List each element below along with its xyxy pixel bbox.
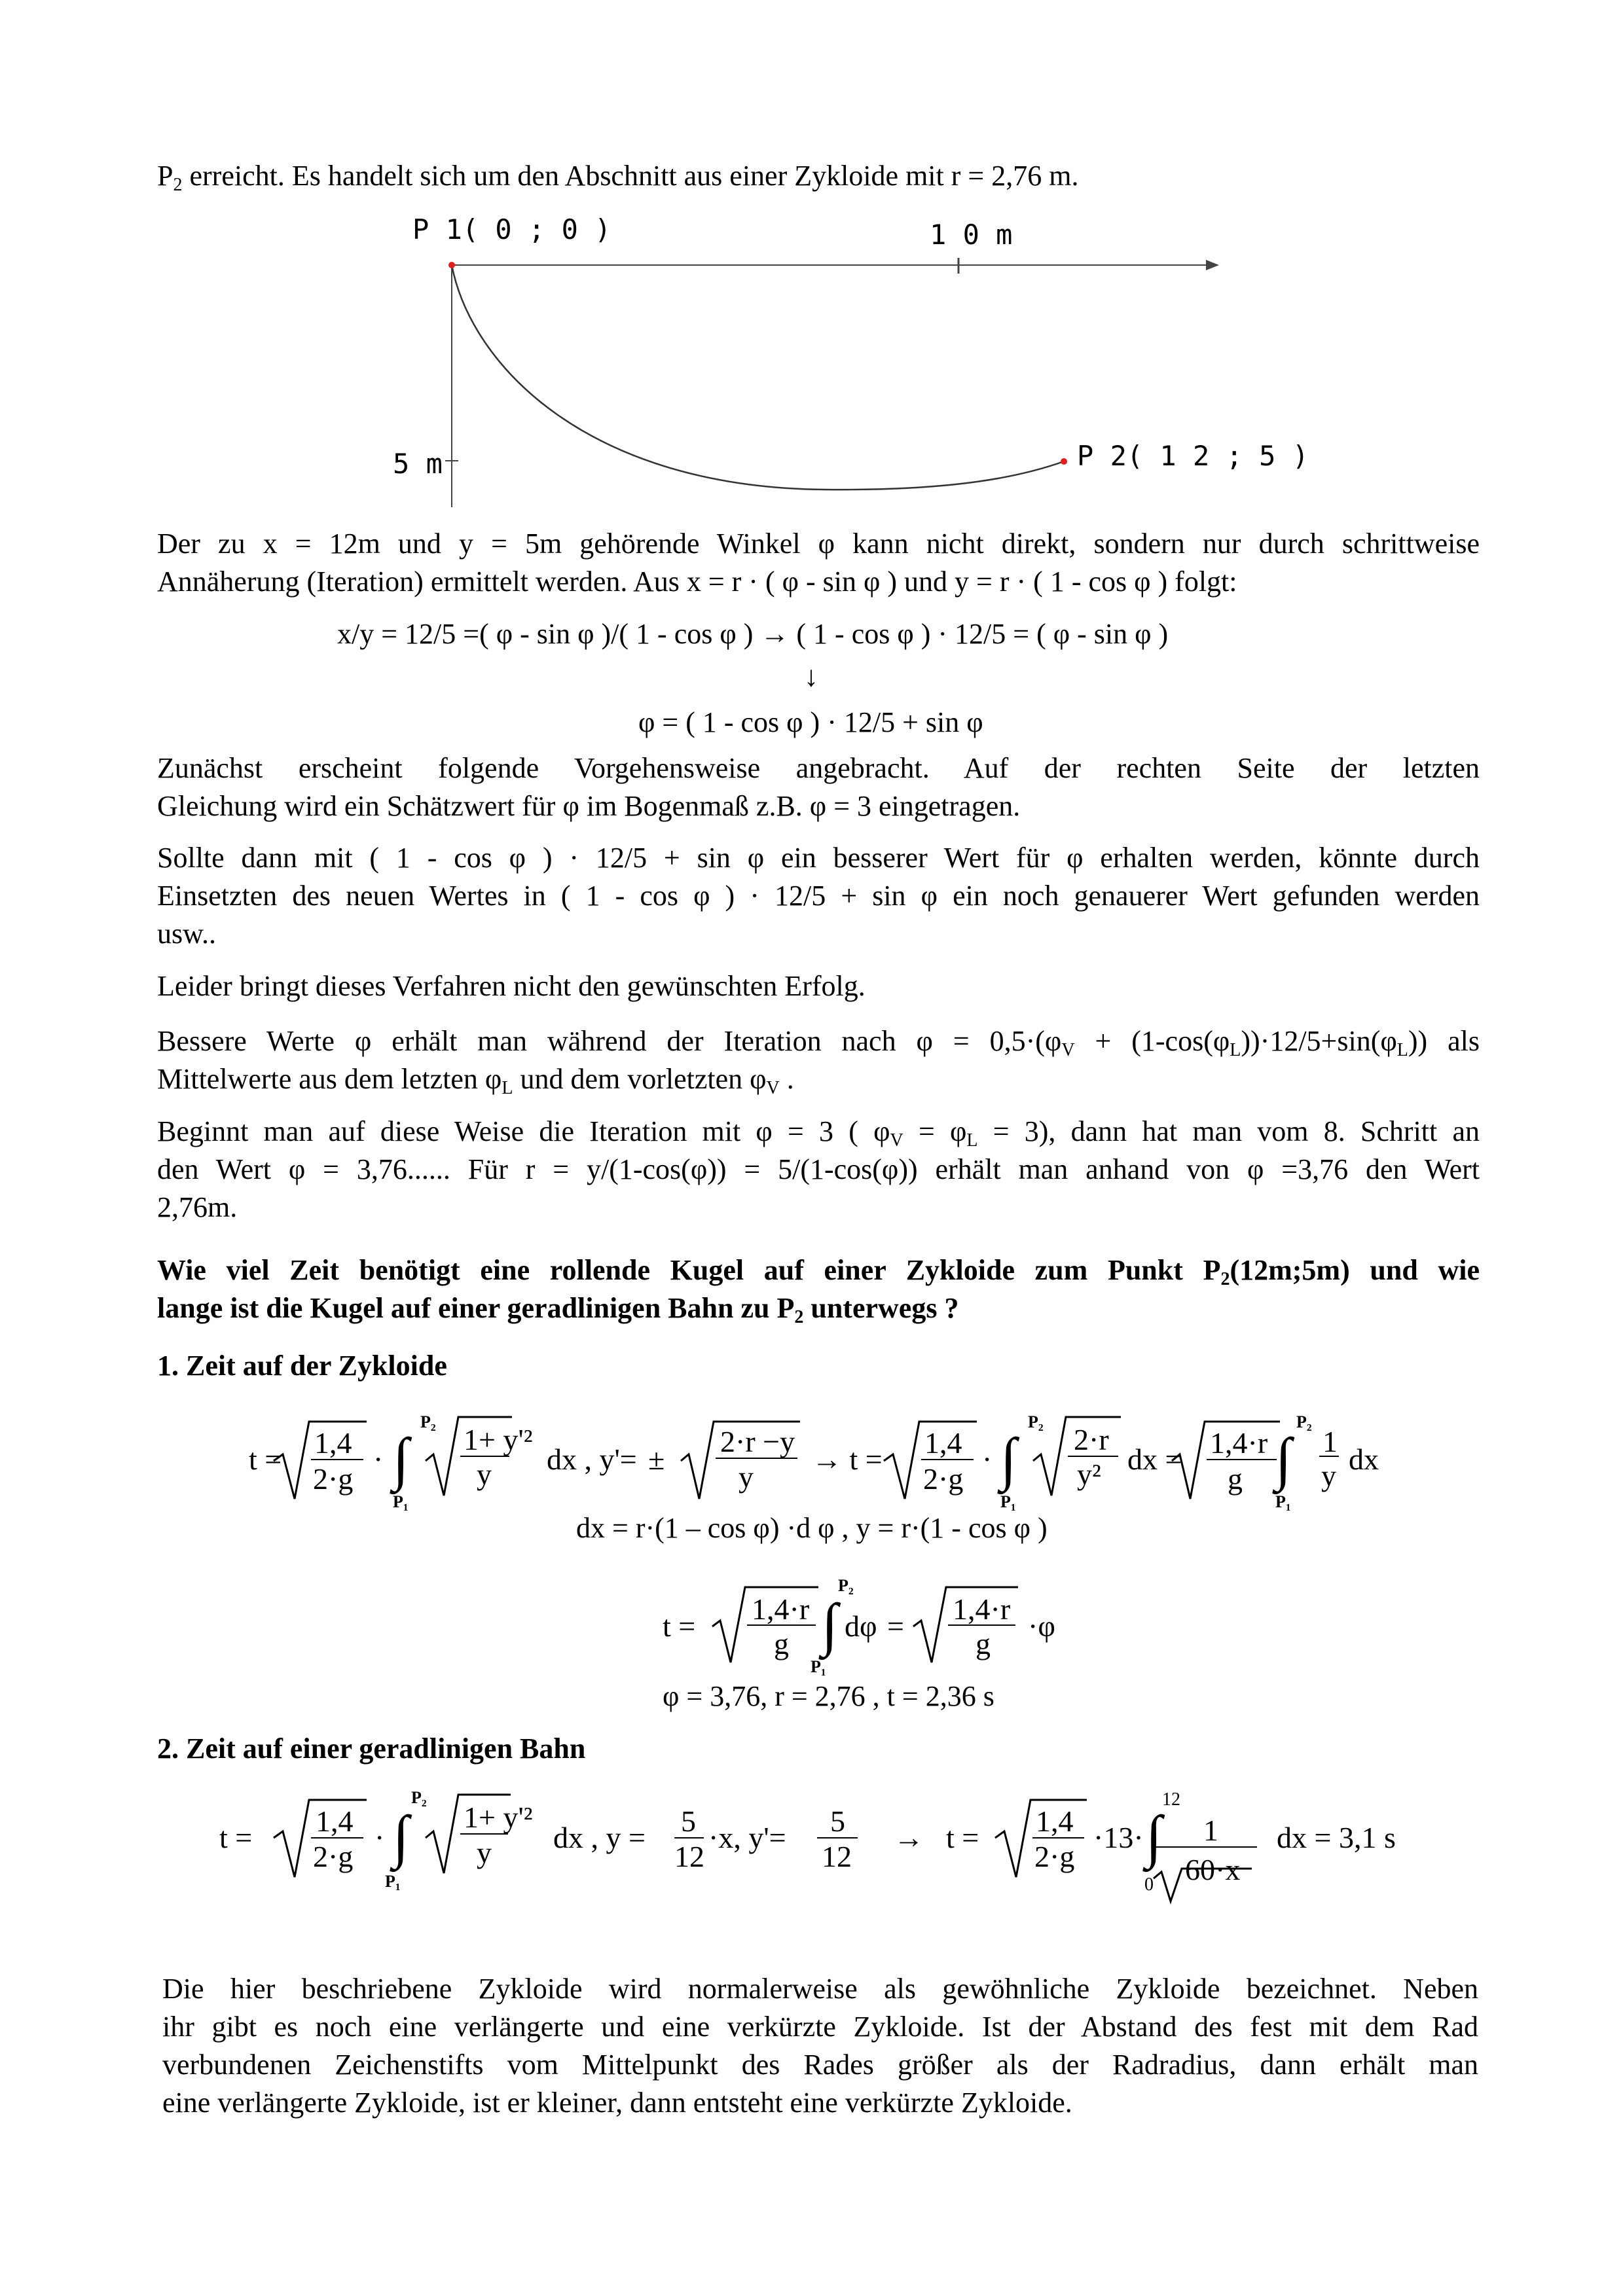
paragraph-6-line-2: den Wert φ = 3,76...... Für r = y/(1-cos(φ)) = 5/(1-cos(φ)) erhält man anhand von φ =3,76 den Wert <box>157 1153 1480 1185</box>
closing-line-4: eine verlängerte Zykloide, ist er kleiner, dann entsteht eine verkürzte Zykloide. <box>162 2087 1072 2119</box>
question-line-1: Wie viel Zeit benötigt eine rollende Kugel auf einer Zykloide zum Punkt $P_2(12m;5m)$ und wie <box>157 1254 1480 1289</box>
paragraph-1-line-2: Annäherung (Iteration) ermittelt werden. Aus x = r · ( φ - sin φ ) und y = r · ( 1 - cos φ ) folgt: <box>157 565 1237 598</box>
paragraph-3-line-3: usw.. <box>157 918 217 950</box>
formula-4: φ = 3,76, r = 2,76 , t = 2,36 s <box>663 1680 994 1712</box>
paragraph-2-line-1: Zunächst erscheint folgende Vorgehensweise angebracht. Auf der rechten Seite der letzten <box>157 752 1480 784</box>
intro-text: $P_2$ erreicht. Es handelt sich um den Abschnitt aus einer Zykloide mit r = 2,76 m. <box>157 160 1079 195</box>
formula-2: dx = r·(1 – cos φ) ·d φ , y = r·(1 - cos φ ) <box>576 1512 1048 1544</box>
heading-gerade: 2. Zeit auf einer geradlinigen Bahn <box>157 1732 586 1765</box>
paragraph-3-line-2: Einsetzten des neuen Wertes in ( 1 - cos φ ) · 12/5 + sin φ ein noch genauerer Wert gefunden werden <box>157 880 1480 912</box>
p1-label: P 1( 0 ; 0 ) <box>412 213 611 245</box>
closing-line-1: Die hier beschriebene Zykloide wird normalerweise als gewöhnliche Zykloide bezeichnet. Neben <box>162 1973 1478 2005</box>
paragraph-5-line-2: Mittelwerte aus dem letzten $\varphi_L$ und dem vorletzten $\varphi_V$ . <box>157 1063 794 1098</box>
closing-line-3: verbundenen Zeichenstifts vom Mittelpunkt des Rades größer als der Radradius, dann erhält man <box>162 2049 1478 2081</box>
equation-2: φ = ( 1 - cos φ ) · 12/5 + sin φ <box>638 706 983 738</box>
arrow-down-icon: ↓ <box>804 660 818 692</box>
paragraph-6-line-3: 2,76m. <box>157 1191 238 1223</box>
paragraph-1-line-1: Der zu x = 12m und y = 5m gehörende Winkel φ kann nicht direkt, sondern nur durch schrittweise <box>157 528 1480 560</box>
paragraph-3-line-1: Sollte dann mit ( 1 - cos φ ) · 12/5 + sin φ ein besserer Wert für φ erhalten werden, könnte durch <box>157 842 1480 874</box>
x-axis-label: 1 0 m <box>930 219 1013 251</box>
heading-zykloide: 1. Zeit auf der Zykloide <box>157 1350 447 1382</box>
paragraph-6-line-1: Beginnt man auf diese Weise die Iteration mit φ = 3 ( $\varphi_V = \varphi_L = 3$), dann hat man vom 8. Schritt an <box>157 1115 1480 1151</box>
equation-1: x/y = 12/5 =( φ - sin φ )/( 1 - cos φ ) → ( 1 - cos φ ) · 12/5 = ( φ - sin φ ) <box>337 618 1169 650</box>
paragraph-2-line-2: Gleichung wird ein Schätzwert für φ im Bogenmaß z.B. φ = 3 eingetragen. <box>157 790 1021 822</box>
question-line-2: lange ist die Kugel auf einer geradlinigen Bahn zu $P_2$ unterwegs ? <box>157 1292 959 1327</box>
paragraph-4: Leider bringt dieses Verfahren nicht den gewünschten Erfolg. <box>157 970 866 1002</box>
p2-label: P 2( 1 2 ; 5 ) <box>1077 440 1309 472</box>
closing-line-2: ihr gibt es noch eine verlängerte und eine verkürzte Zykloide. Ist der Abstand des fest mit dem Rad <box>162 2011 1478 2043</box>
y-axis-label: 5 m <box>393 448 443 480</box>
paragraph-5-line-1: Bessere Werte φ erhält man während der Iteration nach $\varphi = 0,5\cdot(\varphi_V + (1-\cos(\varphi_L))\cdot 12/5+\sin(\varphi_L))$ als <box>157 1025 1480 1060</box>
